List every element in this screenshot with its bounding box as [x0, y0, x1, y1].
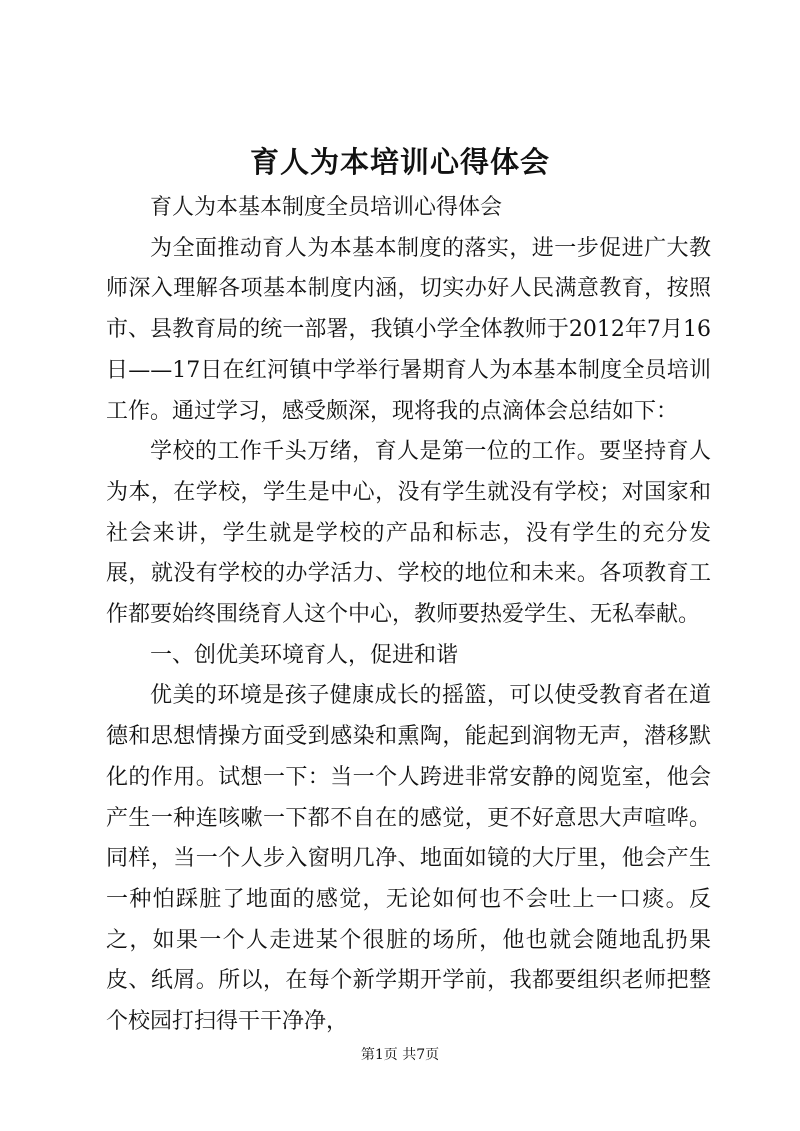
section-heading: 一、创优美环境育人，促进和谐	[150, 642, 459, 668]
paragraph-intro: 为全面推动育人为本基本制度的落实，进一步促进广大教师深入理解各项基本制度内涵，切实办好人民满意教育，按照市、县教育局的统一部署，我镇小学全体教师于2012年7月16日——17日在红河镇中学举行暑期育人为本基本制度全员培训工作。通过学习，感受颇深，现将我的点滴体会总结如下：	[106, 235, 711, 424]
page-footer: 第1页 共7页	[360, 1047, 440, 1063]
paragraph-education-center: 学校的工作千头万绪，育人是第一位的工作。要坚持育人为本，在学校，学生是中心，没有学生就没有学校；对国家和社会来讲，学生就是学校的产品和标志，没有学生的充分发展，就没有学校的办学活力、学校的地位和未来。各项教育工作都要始终围绕育人这个中心，教师要热爱学生、无私奉献。	[106, 439, 711, 628]
paragraph-subtitle: 育人为本基本制度全员培训心得体会	[150, 195, 503, 220]
document-body	[106, 188, 711, 1043]
document-title: 育人为本培训心得体会	[249, 145, 550, 179]
paragraph-environment: 优美的环境是孩子健康成长的摇篮，可以使受教育者在道德和思想情操方面受到感染和熏陶，能起到润物无声，潜移默化的作用。试想一下：当一个人跨进非常安静的阅览室，他会产生一种连咳嗽一下都不自在的感觉，更不好意思大声喧哗。同样，当一个人步入窗明几净、地面如镜的大厅里，他会产生一种怕踩脏了地面的感觉，无论如何也不会吐上一口痰。反之，如果一个人走进某个很脏的场所，他也就会随地乱扔果皮、纸屑。所以，在每个新学期开学前，我都要组织老师把整个校园打扫得干干净净，	[106, 683, 711, 1035]
